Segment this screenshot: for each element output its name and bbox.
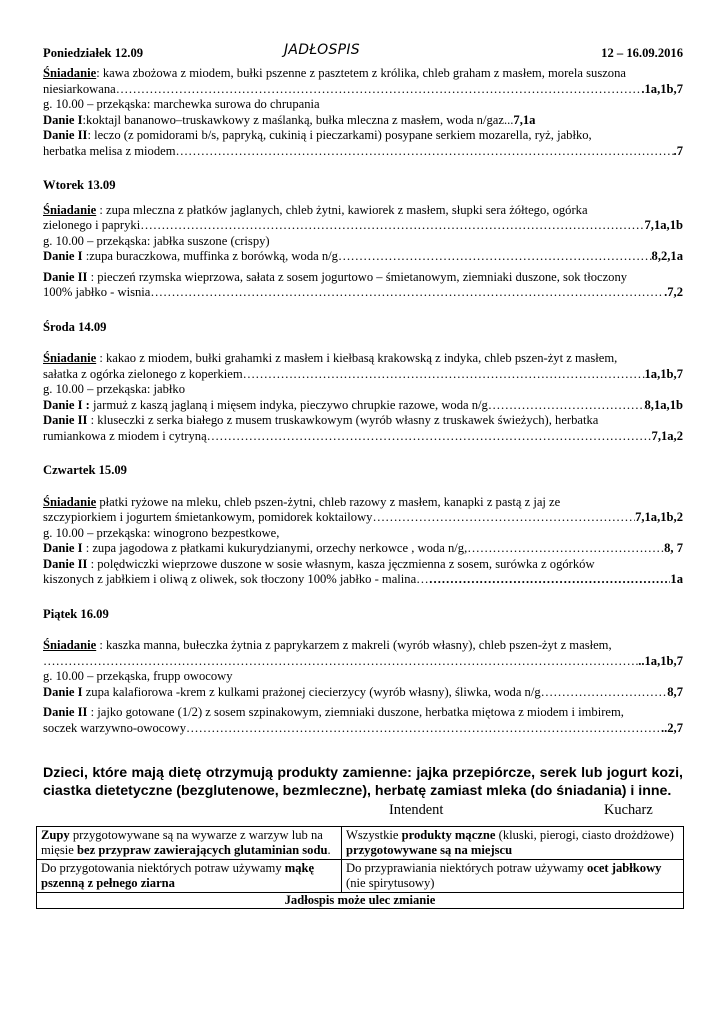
snack-line: g. 10.00 – przekąska: marchewka surowa do chrupania bbox=[43, 97, 320, 111]
snack-line: g. 10.00 – przekąska: winogrono bezpestkowe, bbox=[43, 525, 280, 540]
day-heading: Czwartek 15.09 bbox=[43, 463, 127, 477]
day-heading: Środa 14.09 bbox=[43, 319, 107, 334]
dish1-line: Danie I :zupa buraczkowa, muffinka z borówką, woda n/g …………………………………………………………………………………………………………………………………………………………………………………………………………………… 8,2,1a bbox=[43, 249, 683, 265]
snack-line: g. 10.00 – przekąska, frupp owocowy bbox=[43, 669, 233, 683]
dish2-line-cont: 100% jabłko - wisnia …………………………………………………………………………………………………………………………………………………………………………………………………………………… .7,2 bbox=[43, 285, 683, 301]
dish2-line-cont: rumiankowa z miodem i cytryną …………………………………………………………………………………………………………………………………………………………………………………………………………………… 7,1a,2 bbox=[43, 429, 683, 445]
header-dates: 12 – 16.09.2016 bbox=[601, 46, 683, 60]
snack-line: g. 10.00 – przekąska: jabłka suszone (crispy) bbox=[43, 233, 270, 248]
breakfast-line-cont: …………………………………………………………………………………………………………………………………………………………………………………………………………………… ..1a,1b,7 bbox=[43, 654, 683, 670]
day-heading: Wtorek 13.09 bbox=[43, 178, 116, 192]
dish1-line: Danie I : jarmuż z kaszą jaglaną i mięsem indyka, pieczywo chrupkie razowe, woda n/g …………………………………………………………………………………………………………………………………………………………………………………………………………………… 8,1a,1b bbox=[43, 398, 683, 414]
table-row bbox=[37, 860, 684, 893]
signature-kucharz: Kucharz bbox=[604, 802, 653, 818]
header-day: Poniedziałek 12.09 bbox=[43, 46, 144, 60]
breakfast-line: Śniadanie : kakao z miodem, bułki grahamki z masłem i kiełbasą krakowską z indyka, chleb pszen-żyt z masłem, bbox=[43, 351, 618, 365]
dish2-line-cont: soczek warzywno-owocowy …………………………………………………………………………………………………………………………………………………………………………………………………………………… ..2,7 bbox=[43, 721, 683, 737]
table-row bbox=[37, 827, 684, 860]
breakfast-line: Śniadanie : kaszka manna, bułeczka żytnia z paprykarzem z makreli (wyrób własny), chleb pszen-żyt z masłem, bbox=[43, 638, 612, 652]
dish2-line: Danie II : pieczeń rzymska wieprzowa, sałata z sosem jogurtowo – śmietanowym, ziemniaki duszone, sok tłoczony bbox=[43, 269, 628, 284]
breakfast-line-cont: sałatka z ogórka zielonego z koperkiem …………………………………………………………………………………………………………………………………………………………………………………………………………………… 1a,1b,7 bbox=[43, 367, 683, 383]
menu-content bbox=[43, 66, 683, 736]
table-footer: Jadłospis może ulec zmianie bbox=[37, 893, 684, 909]
day-tuesday bbox=[43, 178, 683, 301]
dish1-line: Danie I zupa kalafiorowa -krem z kulkami prażonej ciecierzycy (wyrób własny), śliwka, woda n/g …………………………………………………………………………………………………………………………………………………………………………………………………………………… 8,7 bbox=[43, 685, 683, 701]
table-cell: Zupy przygotowywane są na wywarze z warzyw lub na mięsie bez przypraw zawierających glutaminian sodu. bbox=[37, 827, 342, 860]
dish2-line: Danie II : kluseczki z serka białego z musem truskawkowym (wyrób własny z truskawek świeżych), herbatka bbox=[43, 413, 599, 427]
dish2-line: Danie II: leczo (z pomidorami b/s, papryką, cukinią i pieczarkami) posypane serkiem mozarella, ryż, jabłko, bbox=[43, 128, 592, 142]
page-header bbox=[43, 44, 683, 64]
dish1-line: Danie I:koktajl bananowo–truskawkowy z maślanką, bułka mleczna z masłem, woda n/gaz...7,1a bbox=[43, 112, 536, 127]
dish2-line-cont: herbatka melisa z miodem …………………………………………………………………………………………………………………………………………………………………………………………………………………… .7 bbox=[43, 144, 683, 160]
day-friday bbox=[43, 607, 683, 737]
breakfast-line-cont: szczypiorkiem i jogurtem śmietankowym, pomidorek koktailowy …………………………………………………………………………………………………………………………………………………………………………………………………………………… 7,1a,1b,2 bbox=[43, 510, 683, 526]
dish2-line: Danie II : polędwiczki wieprzowe duszone w sosie własnym, kasza jęczmienna z sosem, surówka z ogórków bbox=[43, 556, 595, 571]
table-cell: Do przygotowania niektórych potraw używamy mąkę pszenną z pełnego ziarna bbox=[37, 860, 342, 893]
day-thursday bbox=[43, 463, 683, 588]
table-cell: Wszystkie produkty mączne (kluski, pierogi, ciasto drożdżowe) przygotowywane są na miejscu bbox=[342, 827, 684, 860]
table-cell: Do przyprawiania niektórych potraw używamy ocet jabłkowy (nie spirytusowy) bbox=[342, 860, 684, 893]
day-wednesday bbox=[43, 320, 683, 445]
diet-notice: Dzieci, które mają dietę otrzymują produkty zamienne: jajka przepiórcze, serek lub jogurt kozi, ciastka dietetyczne (bezglutenowe, bezmleczne), herbatę zamiast mleka (do śniadania) i inne. bbox=[43, 765, 683, 799]
breakfast-line-cont: zielonego i papryki …………………………………………………………………………………………………………………………………………………………………………………………………………………… 7,1a,1b bbox=[43, 218, 683, 234]
dish1-line: Danie I : zupa jagodowa z płatkami kukurydzianymi, orzechy nerkowce , woda n/g, …………………………………………………………………………………………………………………………………………………………………………………………………………………… 8, 7 bbox=[43, 541, 683, 557]
breakfast-line: Śniadanie: kawa zbożowa z miodem, bułki pszenne z pasztetem z królika, chleb graham z masłem, morela suszona bbox=[43, 66, 626, 80]
breakfast-line-cont: niesiarkowana …………………………………………………………………………………………………………………………………………………………………………………………………………………… .1a,1b,7 bbox=[43, 82, 683, 98]
dish2-line-cont: kiszonych z jabłkiem i oliwą z oliwek, sok tłoczony 100% jabłko - malina… …………………………………………………………………………………………………………………………………………………………………………………………………………………… 1a bbox=[43, 572, 683, 588]
day-heading: Piątek 16.09 bbox=[43, 606, 109, 621]
signature-intendent: Intendent bbox=[389, 802, 444, 818]
page-title: JADŁOSPIS bbox=[284, 42, 360, 58]
breakfast-line: Śniadanie płatki ryżowe na mleku, chleb pszen-żytni, chleb razowy z masłem, kanapki z pastą z jaj ze bbox=[43, 494, 561, 509]
day-monday bbox=[43, 66, 683, 159]
breakfast-line: Śniadanie : zupa mleczna z płatków jaglanych, chleb żytni, kawiorek z masłem, słupki sera żółtego, ogórka bbox=[43, 202, 588, 217]
info-table bbox=[36, 826, 684, 909]
snack-line: g. 10.00 – przekąska: jabłko bbox=[43, 382, 185, 396]
table-row bbox=[37, 893, 684, 909]
dish2-line: Danie II : jajko gotowane (1/2) z sosem szpinakowym, ziemniaki duszone, herbatka miętowa z miodem i imbirem, bbox=[43, 705, 624, 719]
